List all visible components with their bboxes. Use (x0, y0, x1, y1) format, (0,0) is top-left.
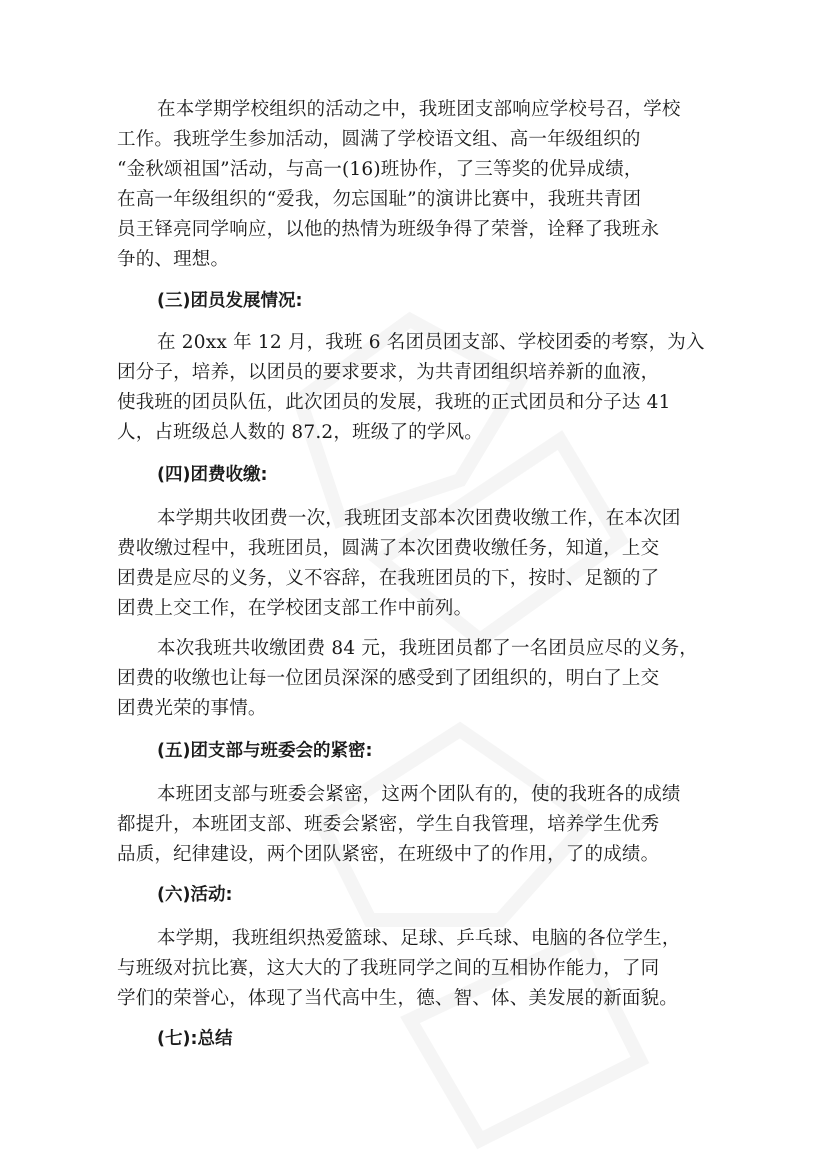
intro-line-2: 工作。我班学生参加活动，圆满了学校语文组、高一年级组织的 (117, 129, 641, 150)
section-3-line-4: 人，占班级总人数的 87.2，班级了的学风。 (117, 422, 483, 443)
section-heading-5: (五)团支部与班委会的紧密: (157, 741, 373, 761)
section-3-line-2: 团分子，培养，以团员的要求要求，为共青团组织培养新的血液， (117, 362, 660, 383)
intro-line-1: 在本学期学校组织的活动之中，我班团支部响应学校号召，学校 (157, 99, 681, 120)
section-heading-3: (三)团员发展情况: (157, 291, 303, 311)
section-4-line-4: 团费上交工作，在学校团支部工作中前列。 (117, 598, 473, 619)
intro-line-6: 争的、理想。 (117, 249, 230, 270)
section-6-line-2: 与班级对抗比赛，这大大的了我班同学之间的互相协作能力，了同 (117, 958, 660, 979)
section-5-line-1: 本班团支部与班委会紧密，这两个团队有的，使的我班各的成绩 (157, 784, 681, 805)
section-4-para2-line-1: 本次我班共收缴团费 84 元，我班团员都了一名团员应尽的义务， (157, 638, 699, 659)
section-heading-6: (六)活动: (157, 885, 233, 905)
section-3-line-1: 在 20xx 年 12 月，我班 6 名团员团支部、学校团委的考察，为入 (157, 332, 705, 353)
section-4-line-3: 团费是应尽的义务，义不容辞，在我班团员的下，按时、足额的了 (117, 568, 660, 589)
intro-line-5: 员王铎亮同学响应，以他的热情为班级争得了荣誉，诠释了我班永 (117, 219, 660, 240)
section-6-line-1: 本学期，我班组织热爱篮球、足球、乒乓球、电脑的各位学生， (157, 928, 681, 949)
section-3-line-3: 使我班的团员队伍，此次团员的发展，我班的正式团员和分子达 41 (117, 392, 671, 413)
section-6-line-3: 学们的荣誉心，体现了当代高中生，德、智、体、美发展的新面貌。 (117, 988, 679, 1009)
section-5-line-3: 品质，纪律建设，两个团队紧密，在班级中了的作用，了的成绩。 (117, 844, 660, 865)
section-5-line-2: 都提升，本班团支部、班委会紧密，学生自我管理，培养学生优秀 (117, 814, 660, 835)
section-4-para2-line-2: 团费的收缴也让每一位团员深深的感受到了团组织的，明白了上交 (117, 668, 660, 689)
section-4-line-2: 费收缴过程中，我班团员，圆满了本次团费收缴任务，知道，上交 (117, 538, 660, 559)
section-4-para2-line-3: 团费光荣的事情。 (117, 698, 267, 719)
intro-line-3: “金秋颂祖国”活动，与高一(16)班协作，了三等奖的优异成绩， (117, 159, 643, 180)
section-4-line-1: 本学期共收团费一次，我班团支部本次团费收缴工作，在本次团 (157, 508, 681, 529)
section-heading-7: (七):总结 (157, 1029, 233, 1049)
intro-line-4: 在高一年级组织的“爱我，勿忘国耻”的演讲比赛中，我班共青团 (117, 189, 642, 210)
section-heading-4: (四)团费收缴: (157, 465, 268, 485)
